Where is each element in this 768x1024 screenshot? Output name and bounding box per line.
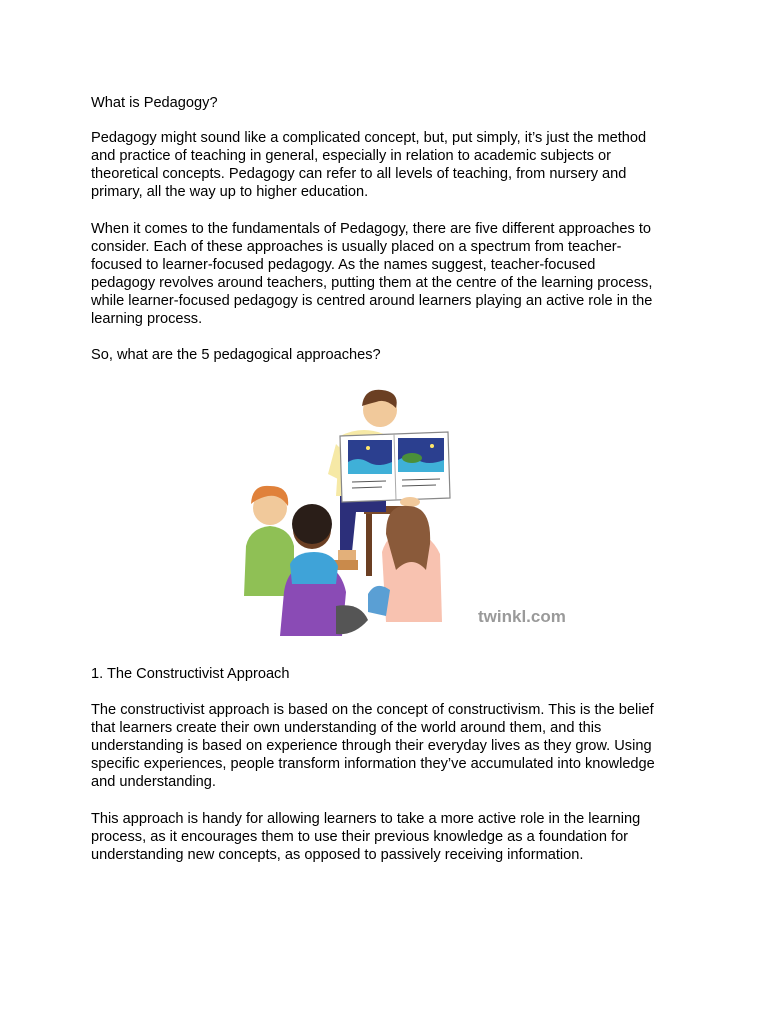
constructivist-paragraph-1 [91, 701, 691, 791]
fundamentals-paragraph [91, 220, 691, 328]
paragraph-line: specific experiences, people transform information they’ve accumulated into knowledge [91, 756, 655, 772]
paragraph-line: that learners create their own understanding of the world around them, and this [91, 720, 602, 736]
question-text: So, what are the 5 pedagogical approaches? [91, 347, 381, 363]
paragraph-line: and practice of teaching in general, especially in relation to academic subjects or [91, 148, 611, 164]
paragraph-line: focused to learner-focused pedagogy. As the names suggest, teacher-focused [91, 257, 596, 273]
paragraph-line: pedagogy revolves around teachers, putting them at the centre of the learning process, [91, 275, 653, 291]
child-brown-hair [368, 506, 442, 622]
paragraph-line: learning process. [91, 311, 203, 327]
constructivist-paragraph-2 [91, 810, 691, 864]
paragraph-line: Pedagogy might sound like a complicated concept, but, put simply, it’s just the method [91, 130, 647, 146]
paragraph-line: understanding is based on experience through their everyday lives as they grow. Using [91, 738, 652, 754]
paragraph-line: understanding new concepts, as opposed to passively receiving information. [91, 847, 584, 863]
title-text: What is Pedagogy? [91, 95, 218, 111]
paragraph-line: primary, all the way up to higher education. [91, 184, 369, 200]
picture-book [340, 432, 450, 507]
heading-text: 1. The Constructivist Approach [91, 666, 290, 682]
document-title [91, 94, 691, 112]
paragraph-line: consider. Each of these approaches is usually placed on a spectrum from teacher- [91, 239, 622, 255]
paragraph-line: and understanding. [91, 774, 216, 790]
paragraph-line: When it comes to the fundamentals of Pedagogy, there are five different approaches to [91, 221, 652, 237]
twinkl-watermark: twinkl.com [478, 607, 566, 626]
paragraph-line: process, as it encourages them to use their previous knowledge as a foundation for [91, 829, 629, 845]
section-heading [91, 665, 691, 683]
paragraph-line: while learner-focused pedagogy is centred around learners playing an active role in the [91, 293, 653, 309]
intro-paragraph [91, 129, 691, 201]
paragraph-line: The constructivist approach is based on the concept of constructivism. This is the belief [91, 702, 654, 718]
paragraph-line: theoretical concepts. Pedagogy can refer to all levels of teaching, from nursery and [91, 166, 627, 182]
question-paragraph [91, 346, 691, 364]
storytime-illustration [236, 384, 572, 642]
paragraph-line: This approach is handy for allowing learners to take a more active role in the learning [91, 811, 641, 827]
